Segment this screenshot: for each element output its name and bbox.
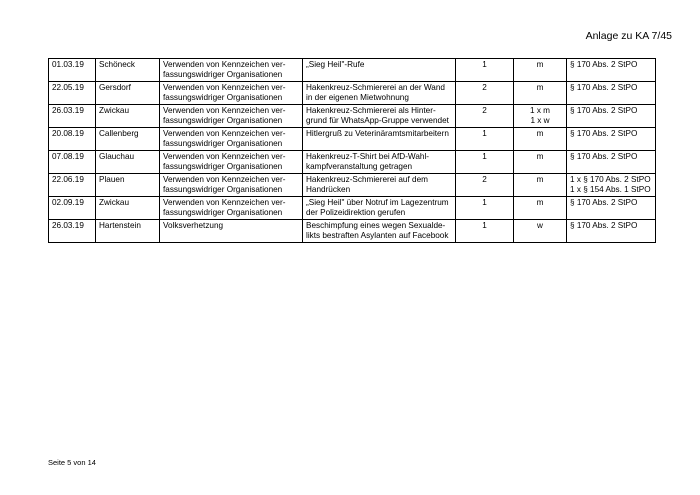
offense-cell xyxy=(160,59,303,82)
count-cell-line: 2 xyxy=(482,83,487,92)
date-cell: 26.03.19 xyxy=(49,220,96,243)
disposition-cell-line: § 170 Abs. 2 StPO xyxy=(570,83,638,92)
disposition-cell-line: § 170 Abs. 2 StPO xyxy=(570,106,638,115)
disposition-cell xyxy=(567,59,656,82)
date-cell: 01.03.19 xyxy=(49,59,96,82)
disposition-cell xyxy=(567,105,656,128)
description-cell xyxy=(303,151,456,174)
offense-cell-line: fassungswidriger Organisationen xyxy=(163,162,283,171)
description-cell xyxy=(303,197,456,220)
place-cell: Callenberg xyxy=(96,128,160,151)
gender-cell xyxy=(514,151,567,174)
place-cell: Gersdorf xyxy=(96,82,160,105)
disposition-cell-line: § 170 Abs. 2 StPO xyxy=(570,152,638,161)
table-row xyxy=(49,105,656,128)
description-cell xyxy=(303,59,456,82)
gender-cell-line: m xyxy=(536,198,544,207)
date-cell: 22.06.19 xyxy=(49,174,96,197)
count-cell-line: 1 xyxy=(482,60,487,69)
description-cell-line: „Sieg Heil" über Notruf im Lagezentrum xyxy=(306,198,449,207)
offense-cell xyxy=(160,82,303,105)
disposition-cell-line: 1 x § 154 Abs. 1 StPO xyxy=(570,185,651,194)
gender-cell-line: m xyxy=(536,129,544,138)
offense-cell-line: fassungswidriger Organisationen xyxy=(163,93,283,102)
offense-cell-line: fassungswidriger Organisationen xyxy=(163,185,283,194)
gender-cell xyxy=(514,197,567,220)
description-cell-line: in der eigenen Mietwohnung xyxy=(306,93,409,102)
offense-cell-line: fassungswidriger Organisationen xyxy=(163,139,283,148)
description-cell-line: Hitlergruß zu Veterinäramtsmitarbeitern xyxy=(306,129,449,138)
offense-cell-line: Verwenden von Kennzeichen ver- xyxy=(163,60,286,69)
count-cell-line: 2 xyxy=(482,175,487,184)
gender-cell xyxy=(514,174,567,197)
place-cell: Glauchau xyxy=(96,151,160,174)
count-cell xyxy=(456,151,514,174)
count-cell-line: 1 xyxy=(482,129,487,138)
gender-cell-line: 1 x w xyxy=(530,116,550,125)
count-cell-line: 1 xyxy=(482,221,487,230)
disposition-cell xyxy=(567,197,656,220)
gender-cell-line: m xyxy=(536,83,544,92)
description-cell-line: Hakenkreuz-T-Shirt bei AfD-Wahl- xyxy=(306,152,429,161)
table-row xyxy=(49,128,656,151)
disposition-cell xyxy=(567,128,656,151)
table-row xyxy=(49,59,656,82)
offense-cell-line: fassungswidriger Organisationen xyxy=(163,208,283,217)
disposition-cell xyxy=(567,82,656,105)
offense-cell-line: Volksverhetzung xyxy=(163,221,224,230)
date-cell: 07.08.19 xyxy=(49,151,96,174)
table-row xyxy=(49,82,656,105)
description-cell xyxy=(303,128,456,151)
offense-cell xyxy=(160,174,303,197)
count-cell xyxy=(456,220,514,243)
page-number: Seite 5 von 14 xyxy=(48,458,96,467)
gender-cell xyxy=(514,82,567,105)
date-cell: 02.09.19 xyxy=(49,197,96,220)
count-cell-line: 2 xyxy=(482,106,487,115)
description-cell xyxy=(303,220,456,243)
gender-cell xyxy=(514,59,567,82)
case-table xyxy=(48,58,656,243)
offense-cell-line: fassungswidriger Organisationen xyxy=(163,116,283,125)
offense-cell-line: Verwenden von Kennzeichen ver- xyxy=(163,129,286,138)
document-title: Anlage zu KA 7/45 xyxy=(585,30,672,42)
disposition-cell xyxy=(567,174,656,197)
description-cell-line: kampfveranstaltung getragen xyxy=(306,162,413,171)
table-row xyxy=(49,197,656,220)
offense-cell-line: Verwenden von Kennzeichen ver- xyxy=(163,106,286,115)
disposition-cell xyxy=(567,220,656,243)
description-cell-line: likts bestraften Asylanten auf Facebook xyxy=(306,231,449,240)
place-cell: Schöneck xyxy=(96,59,160,82)
description-cell-line: Hakenkreuz-Schmiererei an der Wand xyxy=(306,83,445,92)
description-cell xyxy=(303,174,456,197)
offense-cell xyxy=(160,197,303,220)
gender-cell-line: m xyxy=(536,152,544,161)
gender-cell-line: w xyxy=(537,221,543,230)
gender-cell xyxy=(514,105,567,128)
place-cell: Zwickau xyxy=(96,197,160,220)
gender-cell xyxy=(514,220,567,243)
description-cell-line: Hakenkreuz-Schmiererei auf dem xyxy=(306,175,428,184)
table-row xyxy=(49,174,656,197)
description-cell xyxy=(303,105,456,128)
disposition-cell xyxy=(567,151,656,174)
count-cell xyxy=(456,128,514,151)
disposition-cell-line: § 170 Abs. 2 StPO xyxy=(570,198,638,207)
place-cell: Zwickau xyxy=(96,105,160,128)
gender-cell-line: m xyxy=(536,60,544,69)
offense-cell-line: Verwenden von Kennzeichen ver- xyxy=(163,152,286,161)
disposition-cell-line: § 170 Abs. 2 StPO xyxy=(570,129,638,138)
count-cell xyxy=(456,105,514,128)
offense-cell xyxy=(160,220,303,243)
description-cell-line: der Polizeidirektion gerufen xyxy=(306,208,406,217)
count-cell-line: 1 xyxy=(482,198,487,207)
offense-cell-line: Verwenden von Kennzeichen ver- xyxy=(163,175,286,184)
disposition-cell-line: § 170 Abs. 2 StPO xyxy=(570,60,638,69)
count-cell-line: 1 xyxy=(482,152,487,161)
date-cell: 22.05.19 xyxy=(49,82,96,105)
offense-cell-line: Verwenden von Kennzeichen ver- xyxy=(163,83,286,92)
disposition-cell-line: § 170 Abs. 2 StPO xyxy=(570,221,638,230)
gender-cell xyxy=(514,128,567,151)
table-row xyxy=(49,220,656,243)
description-cell-line: grund für WhatsApp-Gruppe verwendet xyxy=(306,116,449,125)
offense-cell xyxy=(160,151,303,174)
gender-cell-line: m xyxy=(536,175,544,184)
count-cell xyxy=(456,174,514,197)
place-cell: Hartenstein xyxy=(96,220,160,243)
count-cell xyxy=(456,82,514,105)
description-cell-line: Handrücken xyxy=(306,185,351,194)
count-cell xyxy=(456,59,514,82)
offense-cell xyxy=(160,128,303,151)
description-cell xyxy=(303,82,456,105)
offense-cell-line: Verwenden von Kennzeichen ver- xyxy=(163,198,286,207)
place-cell: Plauen xyxy=(96,174,160,197)
offense-cell xyxy=(160,105,303,128)
table-row xyxy=(49,151,656,174)
offense-cell-line: fassungswidriger Organisationen xyxy=(163,70,283,79)
description-cell-line: „Sieg Heil"-Rufe xyxy=(306,60,365,69)
disposition-cell-line: 1 x § 170 Abs. 2 StPO xyxy=(570,175,651,184)
date-cell: 20.08.19 xyxy=(49,128,96,151)
description-cell-line: Beschimpfung eines wegen Sexualde- xyxy=(306,221,446,230)
description-cell-line: Hakenkreuz-Schmiererei als Hinter- xyxy=(306,106,436,115)
count-cell xyxy=(456,197,514,220)
gender-cell-line: 1 x m xyxy=(529,106,551,115)
date-cell: 26.03.19 xyxy=(49,105,96,128)
